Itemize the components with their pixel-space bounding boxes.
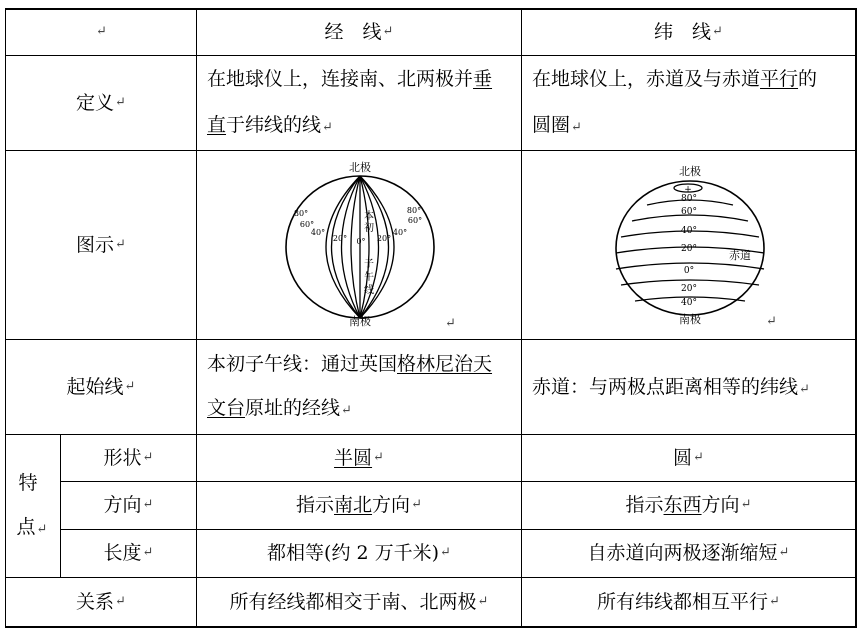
return-mark: ↵ xyxy=(440,545,451,561)
longitude-label: 20° xyxy=(376,234,392,243)
return-mark: ↵ xyxy=(373,449,384,465)
shape-weixian-value: 圆 xyxy=(673,446,693,469)
latitude-label: 0° xyxy=(683,266,695,276)
shape-jingxian-value: 半圆 xyxy=(334,446,373,469)
return-mark: ↵ xyxy=(778,545,790,561)
table-border-right xyxy=(855,8,857,627)
relation-label: 关系 xyxy=(76,590,115,613)
shape-label: 形状 xyxy=(103,446,142,469)
start-weixian-text xyxy=(532,369,810,405)
relation-weixian-cell xyxy=(522,578,855,626)
latitude-label: 20° xyxy=(681,284,697,294)
start-jingxian-cell xyxy=(197,340,521,434)
meridian-char: 子 xyxy=(364,259,374,270)
text-span: 赤道：与两极点距离相等的纬线 xyxy=(532,375,799,398)
return-mark: ↵ xyxy=(740,497,752,513)
features-group-label-1: 特 xyxy=(18,471,38,494)
globe2-north-label: 北极 xyxy=(679,165,701,178)
globe2-pole-plus: + xyxy=(684,185,692,195)
length-label-cell xyxy=(61,530,196,577)
length-jingxian-value: 都相等(约 2 万千米) xyxy=(267,542,440,565)
header-weixian-label: 纬 线 xyxy=(654,20,712,43)
return-mark: ↵ xyxy=(142,497,154,513)
definition-jingxian-text xyxy=(207,56,492,151)
text-span: 指示 xyxy=(625,494,664,517)
direction-jingxian-cell xyxy=(197,482,521,529)
latitude-label: 80° xyxy=(681,194,697,204)
longitude-label: 80° xyxy=(293,209,309,218)
text-span: 在地球仪上，赤道及与赤道 xyxy=(532,67,761,90)
equator-label: 赤道 xyxy=(729,249,751,262)
meridian-line xyxy=(351,176,360,318)
meridian-globe-figure xyxy=(197,151,521,339)
return-mark: ↵ xyxy=(36,521,48,537)
longitude-label: 40° xyxy=(310,228,326,237)
shape-jingxian-cell xyxy=(197,435,521,481)
longitude-label: 40° xyxy=(392,228,408,237)
shape-label-cell xyxy=(61,435,196,481)
figure-label: 图示 xyxy=(76,233,115,256)
start-label: 起始线 xyxy=(66,375,124,398)
definition-label: 定义 xyxy=(76,91,115,114)
start-jingxian-text xyxy=(207,342,492,433)
return-mark: ↵ xyxy=(693,449,704,465)
return-mark: ↵ xyxy=(115,236,126,252)
direction-label: 方向 xyxy=(103,494,142,517)
direction-label-cell xyxy=(61,482,196,529)
globe2-south-label: 南极 xyxy=(679,313,701,326)
text-span: 圆圈 xyxy=(532,113,571,136)
return-mark: ↵ xyxy=(382,23,394,39)
return-mark: ↵ xyxy=(411,497,422,513)
start-label-cell xyxy=(6,340,196,434)
header-weixian xyxy=(522,9,855,55)
definition-jingxian-cell xyxy=(197,56,521,150)
return-mark: ↵ xyxy=(769,593,780,609)
underlined-text: 文台 xyxy=(207,396,246,419)
latitude-label: 60° xyxy=(681,207,697,217)
meridian-char: 午 xyxy=(364,272,374,283)
shape-weixian-cell xyxy=(522,435,855,481)
meridian-line xyxy=(360,176,369,318)
text-span: 方向 xyxy=(372,494,411,517)
underlined-text: 直 xyxy=(207,113,227,136)
meridian-char: 本 xyxy=(364,211,374,222)
longitude-label: 60° xyxy=(299,220,315,229)
underlined-text: 格林尼治天 xyxy=(397,352,493,375)
text-span: 在地球仪上，连接南、北两极并 xyxy=(207,67,474,90)
definition-weixian-cell xyxy=(522,56,855,150)
start-weixian-cell xyxy=(522,340,855,434)
underlined-text: 垂 xyxy=(473,67,493,90)
return-mark: ↵ xyxy=(124,378,136,394)
text-span: 点 xyxy=(16,515,36,538)
return-mark: ↵ xyxy=(571,119,582,135)
relation-jingxian-cell xyxy=(197,578,521,626)
latitude-label: 40° xyxy=(681,226,697,236)
text-span: 的 xyxy=(798,67,818,90)
longitude-label: 60° xyxy=(407,216,423,225)
return-mark: ↵ xyxy=(477,593,489,609)
return-mark: ↵ xyxy=(766,314,777,329)
figure-label-cell xyxy=(6,151,196,339)
text-span: 于纬线的线 xyxy=(226,113,322,136)
relation-label-cell xyxy=(6,578,196,626)
return-mark: ↵ xyxy=(445,316,456,331)
text-span: 本初子午线：通过英国 xyxy=(207,352,398,375)
direction-weixian-cell xyxy=(522,482,855,529)
return-mark: ↵ xyxy=(142,545,154,561)
latitude-label: 40° xyxy=(681,298,697,308)
meridian-char: 线 xyxy=(364,285,374,296)
return-mark: ↵ xyxy=(341,402,352,418)
length-weixian-value: 自赤道向两极逐渐缩短 xyxy=(587,542,778,565)
underlined-text: 南北 xyxy=(334,494,373,517)
length-weixian-cell xyxy=(522,530,855,577)
length-label: 长度 xyxy=(103,542,142,565)
text-span: 指示 xyxy=(296,494,335,517)
longitude-label: 80° xyxy=(406,206,422,215)
return-mark: ↵ xyxy=(115,593,126,609)
return-mark: ↵ xyxy=(142,449,154,465)
meridian-char: 初 xyxy=(364,223,374,234)
underlined-text: 平行 xyxy=(760,67,799,90)
text-span: 方向 xyxy=(701,494,740,517)
features-group-cell xyxy=(6,435,60,577)
return-mark: ↵ xyxy=(799,381,810,397)
header-jingxian xyxy=(197,9,521,55)
features-group-label-2 xyxy=(17,505,48,552)
north-pole-plus: + xyxy=(355,174,365,185)
relation-jingxian-value: 所有经线都相交于南、北两极 xyxy=(229,590,477,613)
text-span: 原址的经线 xyxy=(245,396,341,419)
underlined-text: 东西 xyxy=(663,494,702,517)
globe1-south-label: 南极 xyxy=(349,315,371,328)
length-jingxian-cell xyxy=(197,530,521,577)
return-mark: ↵ xyxy=(96,23,107,39)
latitude-label: 20° xyxy=(681,244,697,254)
header-jingxian-label: 经 线 xyxy=(324,20,382,43)
globe1-north-label: 北极 xyxy=(349,161,371,174)
definition-label-cell xyxy=(6,56,196,150)
longitude-label: 0° xyxy=(356,237,366,246)
return-mark: ↵ xyxy=(115,94,126,110)
definition-weixian-text xyxy=(532,56,817,151)
relation-weixian-value: 所有纬线都相互平行 xyxy=(597,590,769,613)
return-mark: ↵ xyxy=(712,23,723,39)
header-corner-cell xyxy=(6,9,196,55)
return-mark: ↵ xyxy=(322,119,333,135)
longitude-label: 20° xyxy=(332,234,348,243)
table-border-bottom xyxy=(5,626,857,628)
parallel-globe-figure xyxy=(522,151,855,339)
